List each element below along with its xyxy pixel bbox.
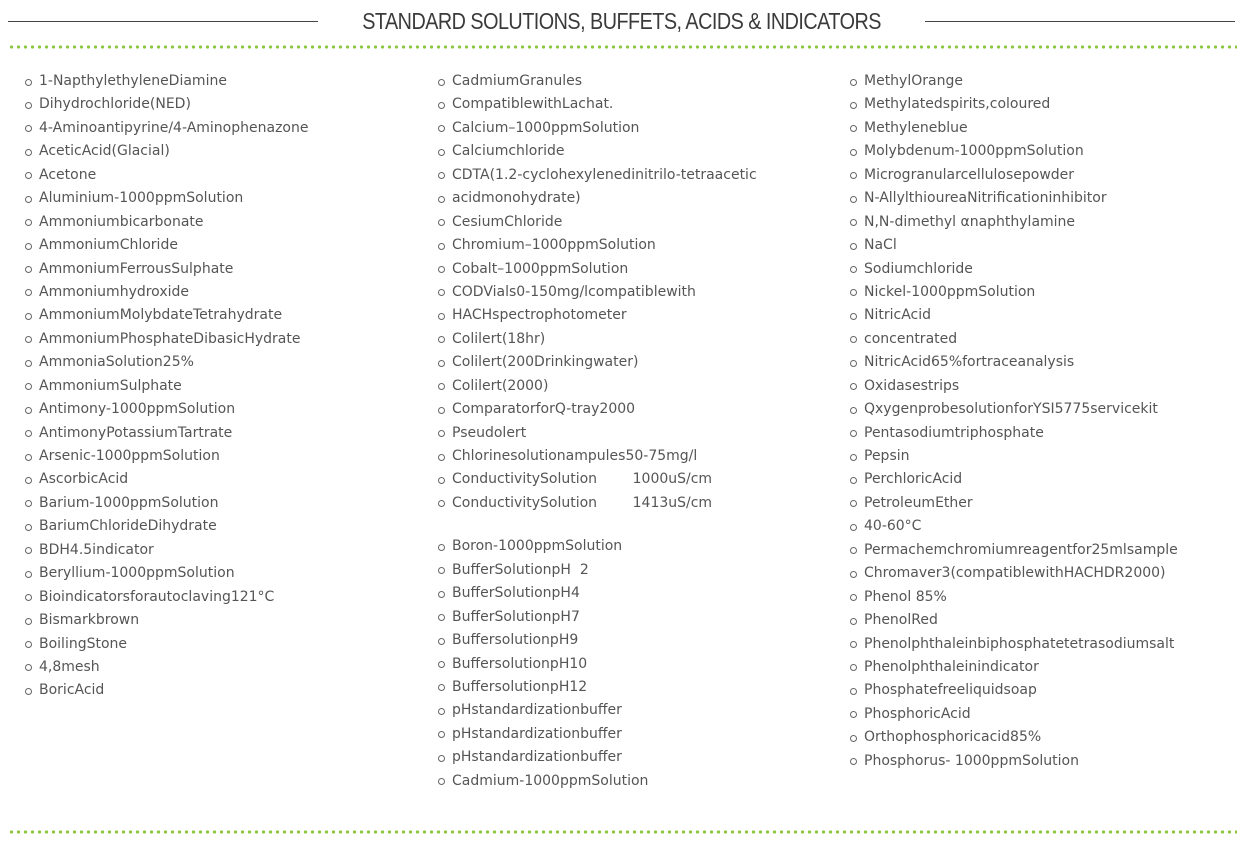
list-item xyxy=(850,351,1178,374)
title-rule-right xyxy=(925,21,1235,22)
list-item xyxy=(850,258,1178,281)
dotted-divider-bottom xyxy=(8,830,1237,834)
bullet-icon xyxy=(438,755,445,762)
list-item xyxy=(850,328,1178,351)
list-item-label: Antimony-1000ppmSolution xyxy=(39,401,236,418)
list-item xyxy=(25,117,308,140)
bullet-icon xyxy=(850,758,857,765)
list-item xyxy=(25,234,308,257)
list-item xyxy=(850,562,1178,585)
list-item xyxy=(25,328,308,351)
list-item xyxy=(25,609,308,632)
list-item xyxy=(438,93,757,116)
list-item-label: Phenolphthaleinbiphosphatetetrasodiumsalt xyxy=(864,635,1175,652)
list-item-label: Colilert(2000) xyxy=(452,377,549,394)
list-item-label: Orthophosphoricacid85% xyxy=(864,729,1042,746)
list-item xyxy=(850,70,1178,93)
bullet-icon xyxy=(25,243,32,250)
bullet-icon xyxy=(438,407,445,414)
list-item xyxy=(25,468,308,491)
list-item xyxy=(25,93,308,116)
list-item-label: AmmoniumMolybdateTetrahydrate xyxy=(39,307,283,324)
list-item-label: Acetone xyxy=(39,166,97,183)
bullet-icon xyxy=(438,661,445,668)
bullet-icon xyxy=(438,102,445,109)
bullet-icon xyxy=(850,688,857,695)
bullet-icon xyxy=(438,544,445,551)
bullet-icon xyxy=(438,172,445,179)
list-item-label: ComparatorforQ-tray2000 xyxy=(452,401,636,418)
list-item xyxy=(850,468,1178,491)
list-item-label: CompatiblewithLachat. xyxy=(452,96,614,113)
list-item xyxy=(25,140,308,163)
bullet-icon xyxy=(25,547,32,554)
page-title: STANDARD SOLUTIONS, BUFFETS, ACIDS & INDICATORS xyxy=(362,8,881,34)
list-item xyxy=(25,187,308,210)
list-item xyxy=(25,633,308,656)
bullet-icon xyxy=(25,289,32,296)
list-item-label: Nickel-1000ppmSolution xyxy=(864,283,1036,300)
list-item xyxy=(438,211,757,234)
list-item-label: BuffersolutionpH12 xyxy=(452,678,588,695)
list-item xyxy=(850,281,1178,304)
bullet-icon xyxy=(25,196,32,203)
list-item-label: Colilert(200Drinkingwater) xyxy=(452,354,639,371)
list-item-label: Bismarkbrown xyxy=(39,612,140,629)
bullet-icon xyxy=(25,664,32,671)
list-item xyxy=(850,117,1178,140)
list-item xyxy=(850,93,1178,116)
list-item-label: Aluminium-1000ppmSolution xyxy=(39,190,244,207)
list-item-label: AmmoniumSulphate xyxy=(39,377,182,394)
bullet-icon xyxy=(438,289,445,296)
list-item-label: Pepsin xyxy=(864,448,910,464)
bullet-icon xyxy=(438,383,445,390)
bullet-icon xyxy=(438,125,445,132)
section-header xyxy=(8,8,1235,34)
bullet-icon xyxy=(25,172,32,179)
list-item-label: Phosphorus- 1000ppmSolution xyxy=(864,752,1079,769)
list-item-label: Chromium–1000ppmSolution xyxy=(452,237,656,254)
bullet-icon xyxy=(438,684,445,691)
bullet-icon xyxy=(25,594,32,601)
list-item xyxy=(25,70,308,93)
bullet-icon xyxy=(25,407,32,414)
list-item xyxy=(438,164,757,187)
list-item-label: Beryllium-1000ppmSolution xyxy=(39,565,235,582)
list-gap xyxy=(438,515,757,535)
bullet-icon xyxy=(850,664,857,671)
list-item-label: Chromaver3(compatiblewithHACHDR2000) xyxy=(864,565,1166,582)
list-item-label: BoricAcid xyxy=(39,682,105,699)
list-item xyxy=(25,586,308,609)
bullet-icon xyxy=(438,219,445,226)
list-item xyxy=(25,562,308,585)
list-item xyxy=(438,281,757,304)
list-item-label: 40-60°C xyxy=(864,518,922,535)
list-item xyxy=(850,164,1178,187)
list-item xyxy=(850,140,1178,163)
list-item xyxy=(25,656,308,679)
bullet-icon xyxy=(850,172,857,179)
bullet-icon xyxy=(850,79,857,86)
list-item xyxy=(850,703,1178,726)
list-item xyxy=(25,164,308,187)
list-item xyxy=(850,726,1178,749)
bullet-icon xyxy=(25,430,32,437)
list-item-label: Phosphatefreeliquidsoap xyxy=(864,682,1037,699)
list-item xyxy=(25,515,308,538)
list-item-label: BariumChlorideDihydrate xyxy=(39,518,217,535)
list-item-label: BoilingStone xyxy=(39,635,128,652)
bullet-icon xyxy=(438,266,445,273)
list-item xyxy=(850,656,1178,679)
bullet-icon xyxy=(25,524,32,531)
list-item-label: ConductivitySolution 1413uS/cm xyxy=(452,494,713,511)
list-item xyxy=(438,258,757,281)
bullet-icon xyxy=(850,313,857,320)
bullet-icon xyxy=(25,454,32,461)
list-item-label: AmmoniaSolution25% xyxy=(39,354,194,371)
list-item-label: N,N-dimethyl αnaphthylamine xyxy=(864,213,1076,230)
list-item-label: pHstandardizationbuffer xyxy=(452,749,622,766)
list-item-label: Methylatedspirits,coloured xyxy=(864,96,1051,113)
bullet-icon xyxy=(850,571,857,578)
list-item-label: 4,8mesh xyxy=(39,658,100,675)
list-item xyxy=(438,398,757,421)
list-item-label: 4-Aminoantipyrine/4-Aminophenazone xyxy=(39,119,309,136)
list-item xyxy=(438,117,757,140)
bullet-icon xyxy=(25,571,32,578)
bullet-icon xyxy=(438,243,445,250)
list-item xyxy=(850,304,1178,327)
bullet-icon xyxy=(25,79,32,86)
list-item xyxy=(850,586,1178,609)
list-item-label: BuffersolutionpH9 xyxy=(452,632,579,649)
product-list-column-1 xyxy=(25,70,308,703)
list-item xyxy=(850,187,1178,210)
bullet-icon xyxy=(850,336,857,343)
bullet-icon xyxy=(438,149,445,156)
list-item-label: CadmiumGranules xyxy=(452,73,583,89)
list-item-label: Cobalt–1000ppmSolution xyxy=(452,260,629,277)
bullet-icon xyxy=(25,383,32,390)
list-item-label: concentrated xyxy=(864,330,958,347)
list-item xyxy=(438,468,757,491)
bullet-icon xyxy=(438,778,445,785)
bullet-icon xyxy=(850,524,857,531)
list-item-label: CesiumChloride xyxy=(452,213,563,230)
bullet-icon xyxy=(850,477,857,484)
bullet-icon xyxy=(25,641,32,648)
bullet-icon xyxy=(25,500,32,507)
list-item xyxy=(25,492,308,515)
bullet-icon xyxy=(438,313,445,320)
bullet-icon xyxy=(25,360,32,367)
list-item xyxy=(438,234,757,257)
bullet-icon xyxy=(25,125,32,132)
list-item-label: QxygenprobesolutionforYSI5775servicekit xyxy=(864,401,1158,418)
list-item-label: MethylOrange xyxy=(864,73,963,89)
bullet-icon xyxy=(25,618,32,625)
list-item xyxy=(850,234,1178,257)
bullet-icon xyxy=(438,360,445,367)
bullet-icon xyxy=(850,547,857,554)
list-item-label: acidmonohydrate) xyxy=(452,190,581,207)
list-item xyxy=(438,492,757,515)
bullet-icon xyxy=(850,641,857,648)
list-item xyxy=(438,70,757,93)
list-item xyxy=(25,258,308,281)
list-item-label: BufferSolutionpH4 xyxy=(452,585,580,602)
bullet-icon xyxy=(850,360,857,367)
list-item xyxy=(438,723,757,746)
bullet-icon xyxy=(25,219,32,226)
list-item-label: Barium-1000ppmSolution xyxy=(39,494,219,511)
list-item-label: ConductivitySolution 1000uS/cm xyxy=(452,471,713,488)
list-item xyxy=(438,653,757,676)
list-item-label: NitricAcid xyxy=(864,307,931,324)
list-item-label: 1-NapthylethyleneDiamine xyxy=(39,73,227,89)
list-item-label: NitricAcid65%fortraceanalysis xyxy=(864,354,1075,371)
list-item xyxy=(25,679,308,702)
list-item-label: BufferSolutionpH 2 xyxy=(452,561,589,578)
list-item-label: Methyleneblue xyxy=(864,119,968,136)
bullet-icon xyxy=(850,102,857,109)
bullet-icon xyxy=(438,591,445,598)
list-item xyxy=(438,559,757,582)
list-item-label: Phenolphthaleinindicator xyxy=(864,658,1039,675)
list-item-label: BuffersolutionpH10 xyxy=(452,655,588,672)
product-list-column-2 xyxy=(438,70,757,793)
bullet-icon xyxy=(25,313,32,320)
list-item-label: Pseudolert xyxy=(452,424,527,441)
list-item-label: N-AllylthioureaNitrificationinhibitor xyxy=(864,190,1107,207)
bullet-icon xyxy=(850,196,857,203)
bullet-icon xyxy=(850,711,857,718)
list-item xyxy=(438,375,757,398)
bullet-icon xyxy=(850,430,857,437)
list-item-label: Ammoniumbicarbonate xyxy=(39,213,204,230)
list-item xyxy=(25,211,308,234)
list-item-label: AmmoniumChloride xyxy=(39,237,178,254)
list-item-label: PetroleumEther xyxy=(864,494,973,511)
list-item xyxy=(438,629,757,652)
bullet-icon xyxy=(850,454,857,461)
bullet-icon xyxy=(850,735,857,742)
list-item-label: BufferSolutionpH7 xyxy=(452,608,580,625)
list-item xyxy=(850,445,1178,468)
list-item-label: AmmoniumFerrousSulphate xyxy=(39,260,234,277)
list-item xyxy=(25,281,308,304)
list-item xyxy=(850,211,1178,234)
list-item xyxy=(25,398,308,421)
bullet-icon xyxy=(438,731,445,738)
list-item-label: Bioindicatorsforautoclaving121°C xyxy=(39,588,275,605)
list-item xyxy=(25,422,308,445)
list-item-label: HACHspectrophotometer xyxy=(452,307,627,324)
list-item xyxy=(850,375,1178,398)
list-item xyxy=(850,679,1178,702)
list-item-label: Colilert(18hr) xyxy=(452,330,546,347)
list-item xyxy=(25,351,308,374)
bullet-icon xyxy=(850,125,857,132)
bullet-icon xyxy=(438,567,445,574)
list-item xyxy=(438,582,757,605)
list-item-label: Molybdenum-1000ppmSolution xyxy=(864,143,1084,160)
bullet-icon xyxy=(25,149,32,156)
bullet-icon xyxy=(850,407,857,414)
list-item-label: PhosphoricAcid xyxy=(864,705,971,722)
list-item-label: CDTA(1.2-cyclohexylenedinitrilo-tetraacetic xyxy=(452,166,757,183)
bullet-icon xyxy=(25,688,32,695)
list-item xyxy=(438,187,757,210)
bullet-icon xyxy=(438,430,445,437)
list-item-label: AmmoniumPhosphateDibasicHydrate xyxy=(39,330,301,347)
list-item-label: CODVials0-150mg/lcompatiblewith xyxy=(452,283,696,300)
bullet-icon xyxy=(438,336,445,343)
list-item-label: BDH4.5indicator xyxy=(39,541,154,558)
list-item xyxy=(438,699,757,722)
list-item-label: Microgranularcellulosepowder xyxy=(864,166,1075,183)
list-item xyxy=(25,445,308,468)
list-item-label: Pentasodiumtriphosphate xyxy=(864,424,1044,441)
bullet-icon xyxy=(438,196,445,203)
list-item xyxy=(850,750,1178,773)
list-item-label: NaCl xyxy=(864,237,897,254)
list-item xyxy=(25,375,308,398)
list-item-label: AntimonyPotassiumTartrate xyxy=(39,424,233,441)
bullet-icon xyxy=(25,266,32,273)
bullet-icon xyxy=(850,500,857,507)
list-item xyxy=(850,609,1178,632)
list-item-label: Cadmium-1000ppmSolution xyxy=(452,772,649,789)
bullet-icon xyxy=(25,477,32,484)
bullet-icon xyxy=(25,102,32,109)
list-item-label: Sodiumchloride xyxy=(864,260,973,277)
list-item xyxy=(438,351,757,374)
list-item-label: PhenolRed xyxy=(864,612,938,629)
list-item-label: pHstandardizationbuffer xyxy=(452,702,622,719)
list-item-label: PerchloricAcid xyxy=(864,471,963,488)
list-item xyxy=(850,492,1178,515)
list-item-label: Permachemchromiumreagentfor25mlsample xyxy=(864,541,1178,558)
list-item-label: Arsenic-1000ppmSolution xyxy=(39,448,220,464)
title-rule-left xyxy=(8,21,318,22)
bullet-icon xyxy=(25,336,32,343)
list-item xyxy=(850,539,1178,562)
bullet-icon xyxy=(850,594,857,601)
list-item xyxy=(25,539,308,562)
bullet-icon xyxy=(850,618,857,625)
list-item xyxy=(850,633,1178,656)
list-item-label: Ammoniumhydroxide xyxy=(39,283,189,300)
list-item-label: Oxidasestrips xyxy=(864,377,960,394)
bullet-icon xyxy=(850,266,857,273)
list-item xyxy=(438,140,757,163)
list-item xyxy=(850,515,1178,538)
list-item-label: AceticAcid(Glacial) xyxy=(39,143,170,160)
list-item xyxy=(438,535,757,558)
bullet-icon xyxy=(850,383,857,390)
bullet-icon xyxy=(850,149,857,156)
dotted-divider-top xyxy=(8,45,1237,49)
list-item xyxy=(850,422,1178,445)
list-item xyxy=(438,328,757,351)
list-item xyxy=(438,445,757,468)
bullet-icon xyxy=(438,638,445,645)
product-list-column-3 xyxy=(850,70,1178,773)
list-item-label: Phenol 85% xyxy=(864,588,947,605)
list-item xyxy=(438,422,757,445)
list-item xyxy=(438,676,757,699)
bullet-icon xyxy=(438,454,445,461)
list-item-label: pHstandardizationbuffer xyxy=(452,725,622,742)
list-item xyxy=(438,746,757,769)
list-item-label: Chlorinesolutionampules50-75mg/l xyxy=(452,448,698,464)
list-item-label: Calciumchloride xyxy=(452,143,565,160)
bullet-icon xyxy=(438,79,445,86)
list-item xyxy=(438,606,757,629)
bullet-icon xyxy=(438,477,445,484)
bullet-icon xyxy=(438,708,445,715)
bullet-icon xyxy=(438,614,445,621)
bullet-icon xyxy=(438,500,445,507)
list-item-label: Dihydrochloride(NED) xyxy=(39,96,191,113)
bullet-icon xyxy=(850,243,857,250)
list-item xyxy=(438,770,757,793)
list-item-label: Calcium–1000ppmSolution xyxy=(452,119,640,136)
bullet-icon xyxy=(850,289,857,296)
list-item-label: Boron-1000ppmSolution xyxy=(452,538,623,555)
list-item-label: AscorbicAcid xyxy=(39,471,129,488)
bullet-icon xyxy=(850,219,857,226)
list-item xyxy=(438,304,757,327)
list-item xyxy=(850,398,1178,421)
list-item xyxy=(25,304,308,327)
